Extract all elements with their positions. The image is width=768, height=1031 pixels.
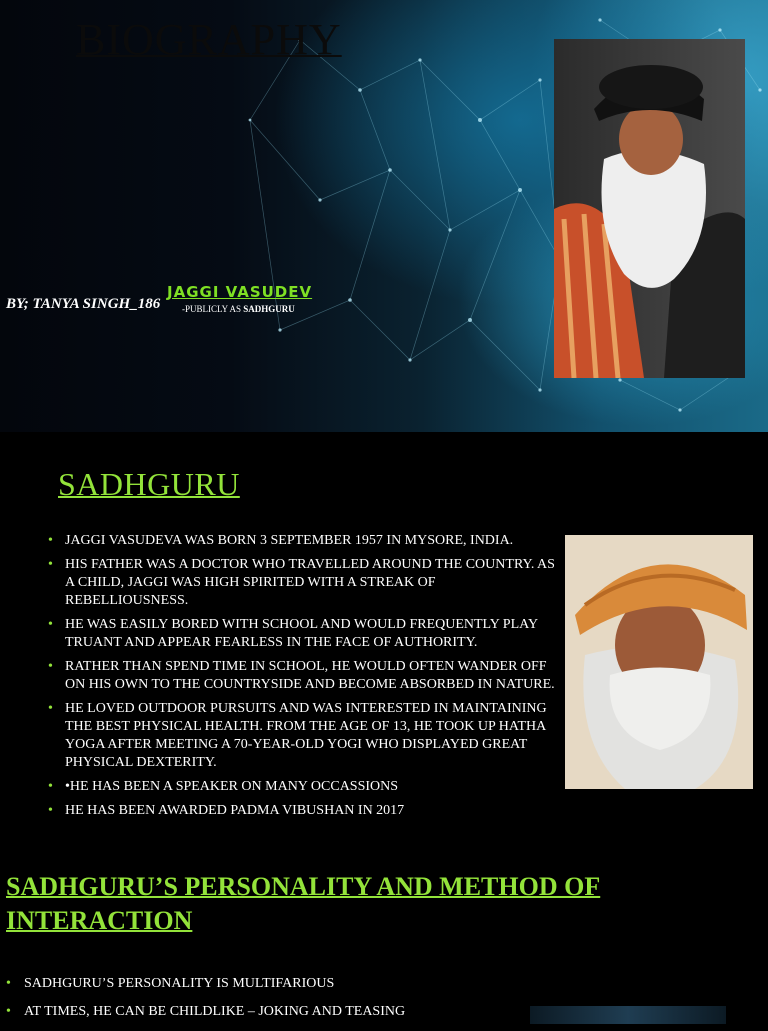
list-item: • •HE HAS BEEN A SPEAKER ON MANY OCCASSIONS [65,778,560,796]
subject-name: JAGGI VASUDEV [167,283,313,301]
list-item: • JAGGI VASUDEVA WAS BORN 3 SEPTEMBER 1957 IN MYSORE, INDIA. [65,532,560,550]
biography-bullet-list [65,532,560,826]
section-heading: SADHGURU [58,466,240,502]
author-byline: BY; TANYA SINGH_186 [6,296,161,312]
portrait-photo-2 [565,535,753,789]
portrait-illustration-1 [554,39,745,378]
subject-alias [182,304,295,314]
content-slide [0,432,768,1024]
list-item: • HE HAS BEEN AWARDED PADMA VIBUSHAN IN 2017 [65,802,560,820]
list-item: • HE WAS EASILY BORED WITH SCHOOL AND WOULD FREQUENTLY PLAY TRUANT AND APPEAR FEARLESS IN THE FACE OF AUTHORITY. [65,616,560,652]
list-item: • HE LOVED OUTDOOR PURSUITS AND WAS INTERESTED IN MAINTAINING THE BEST PHYSICAL HEALTH. FROM THE AGE OF 13, HE TOOK UP HATHA YOGA AFTER MEETING A 70-YEAR-OLD YOGI WHO DISPLAYED GREAT PHYSICAL DEXTERITY. [65,700,560,772]
list-item: • HIS FATHER WAS A DOCTOR WHO TRAVELLED AROUND THE COUNTRY. AS A CHILD, JAGGI WAS HIGH SPIRITED WITH A STREAK OF REBELLIOUSNESS. [65,556,560,610]
portrait-illustration-2 [565,535,753,789]
list-item: • AT TIMES, HE CAN BE CHILDLIKE – JOKING AND TEASING [24,1003,524,1021]
list-item: • SADHGURU’S PERSONALITY IS MULTIFARIOUS [24,975,524,993]
alias-prefix: -PUBLICLY AS [182,304,244,314]
alias-name: SADHGURU [243,304,295,314]
title-slide [0,0,768,432]
partial-photo [530,1006,726,1024]
portrait-photo-1 [554,39,745,378]
list-item: • RATHER THAN SPEND TIME IN SCHOOL, HE WOULD OFTEN WANDER OFF ON HIS OWN TO THE COUNTRYSIDE AND BECOME ABSORBED IN NATURE. [65,658,560,694]
personality-bullet-list [24,975,524,1031]
personality-heading: SADHGURU’S PERSONALITY AND METHOD OF INTERACTION [6,872,601,935]
slide-title: BIOGRAPHY [76,15,342,64]
